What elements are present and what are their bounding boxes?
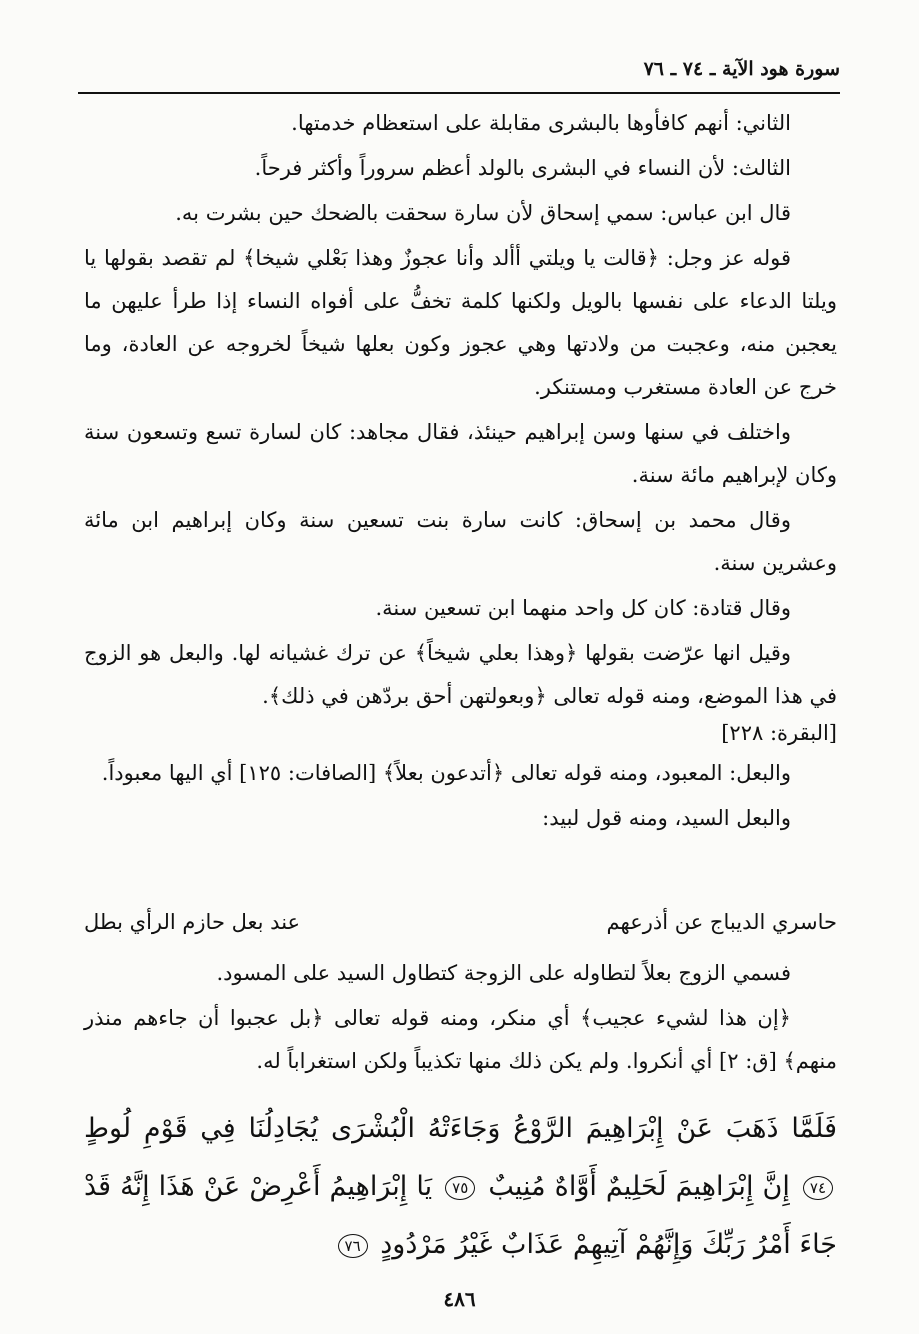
ayah-number-marker: ٧٦: [338, 1234, 368, 1258]
verse-first-hemistich: حاسري الديباج عن أذرعهم: [606, 910, 837, 934]
paragraph: قال ابن عباس: سمي إسحاق لأن سارة سحقت بالضحك حين بشرت به.: [175, 201, 791, 225]
page-number: ٤٨٦: [443, 1287, 476, 1311]
header-rule: [78, 92, 840, 94]
poem-verse: [84, 910, 837, 934]
verse-second-hemistich: عند بعل حازم الرأي بطل: [84, 910, 301, 934]
paragraph: وقال قتادة: كان كل واحد منهما ابن تسعين سنة.: [375, 596, 791, 620]
commentary-text: [84, 102, 837, 842]
citation: [البقرة: ٢٢٨]: [721, 721, 837, 745]
header-title: سورة هود الآية ـ ٧٤ ـ ٧٦: [643, 58, 840, 80]
paragraph: ﴿إن هذا لشيء عجيب﴾ أي منكر، ومنه قوله تعالى ﴿بل عجبوا أن جاءهم منذر منهم﴾ [ق: ٢] أي أنكروا. ولم يكن ذلك منها تكذيباً ولكن استغراباً له.: [84, 1006, 837, 1073]
running-header: [78, 58, 840, 90]
ayah-number-marker: ٧٤: [803, 1176, 833, 1200]
paragraph: الثاني: أنهم كافأوها بالبشرى مقابلة على استعظام خدمتها.: [291, 111, 791, 135]
ayah-number-marker: ٧٥: [445, 1176, 475, 1200]
ayah-text: إِنَّ إِبْرَاهِيمَ لَحَلِيمٌ أَوَّاهٌ مُنِيبٌ: [488, 1171, 790, 1202]
paragraph: فسمي الزوج بعلاً لتطاوله على الزوجة كتطاول السيد على المسود.: [216, 961, 791, 985]
paragraph: واختلف في سنها وسن إبراهيم حينئذ، فقال مجاهد: كان لسارة تسع وتسعون سنة وكان لإبراهيم مائة سنة.: [84, 420, 837, 487]
paragraph: الثالث: لأن النساء في البشرى بالولد أعظم سروراً وأكثر فرحاً.: [254, 156, 791, 180]
paragraph: والبعل: المعبود، ومنه قوله تعالى ﴿أتدعون بعلاً﴾ [الصافات: ١٢٥] أي اليها معبوداً.: [101, 761, 791, 785]
paragraph: قوله عز وجل: ﴿قالت يا ويلتي أألد وأنا عجوزٌ وهذا بَعْلي شيخا﴾ لم تقصد بقولها يا ويلتا الدعاء على نفسها بالويل ولكنها كلمة تخفُّ على أفواه النساء إذا طرأ عليهن ما يعجبن منه، وعجبت من ولادتها وهي عجوز وكون بعلها شيخاً لخروجه عن العادة، وما خرج عن العادة مستغرب ومستنكر.: [84, 246, 837, 399]
ayah-text: فَلَمَّا ذَهَبَ عَنْ إِبْرَاهِيمَ الرَّوْعُ وَجَاءَتْهُ الْبُشْرَى يُجَادِلُنَا فِي قَوْمِ لُوطٍ: [84, 1113, 837, 1144]
paragraph: وقال محمد بن إسحاق: كانت سارة بنت تسعين سنة وكان إبراهيم ابن مائة وعشرين سنة.: [84, 508, 837, 575]
ayah-text: يَا إِبْرَاهِيمُ أَعْرِضْ عَنْ هَذَا إِنَّهُ قَدْ جَاءَ أَمْرُ رَبِّكَ وَإِنَّهُمْ آتِيهِمْ عَذَابٌ غَيْرُ مَرْدُودٍ: [84, 1171, 837, 1260]
paragraph: والبعل السيد، ومنه قول لبيد:: [542, 806, 791, 830]
quran-verses: [84, 1100, 837, 1274]
paragraph: وقيل انها عرّضت بقولها ﴿وهذا بعلي شيخاً﴾ عن ترك غشيانه لها. والبعل هو الزوج في هذا الموضع، ومنه قوله تعالى ﴿وبعولتهن أحق بردّهن في ذلك﴾.: [84, 641, 837, 708]
commentary-text-continued: [84, 952, 837, 1085]
